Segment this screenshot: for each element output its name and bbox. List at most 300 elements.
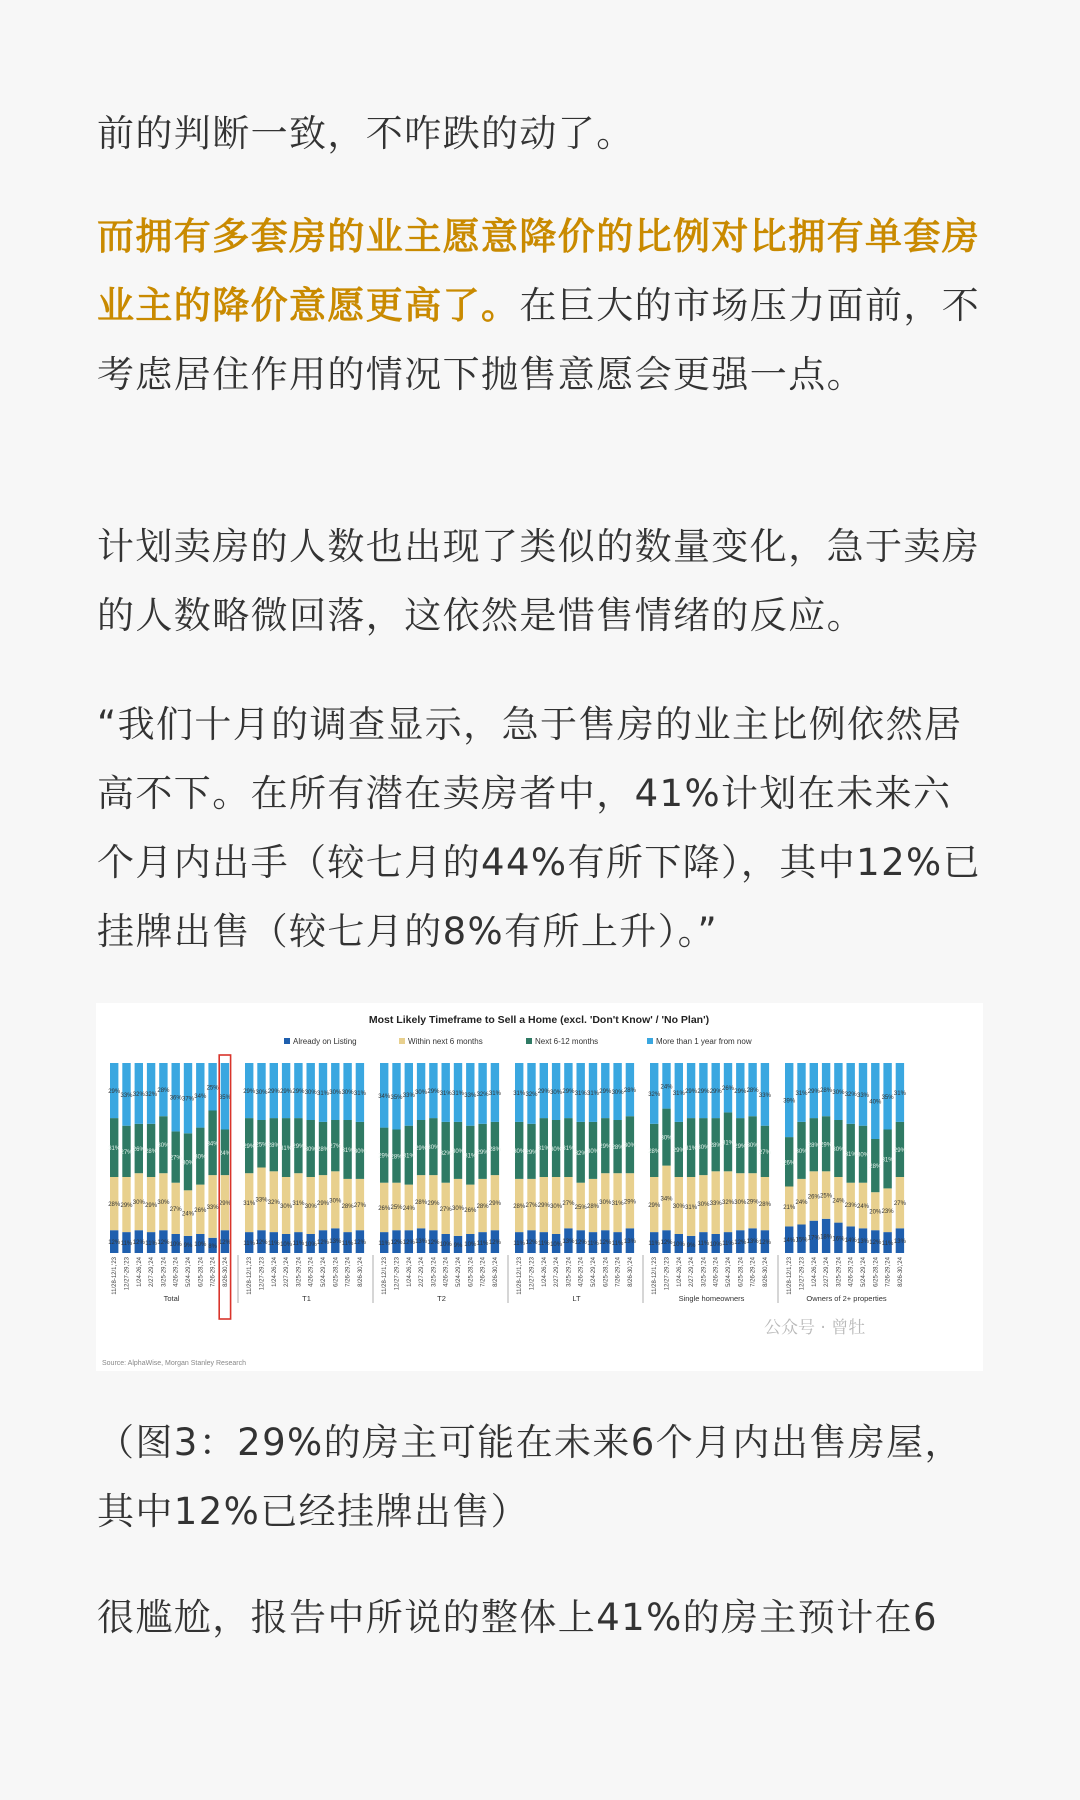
- bar-value-label: 11%: [538, 1241, 550, 1248]
- tick-label: 5/24-29,'24: [456, 1257, 462, 1287]
- bar-value-label: 33%: [709, 1201, 722, 1208]
- bar-value-label: 34%: [660, 1196, 673, 1203]
- bar-value-label: 31%: [439, 1090, 452, 1097]
- tick-label: 11/28-12/1,'23: [247, 1257, 254, 1295]
- tick-label: 8/26-30,'24: [897, 1257, 904, 1287]
- tick-label: 8/26-30,'24: [627, 1257, 634, 1287]
- bar-value-label: 30%: [550, 1204, 563, 1210]
- bar-value-label: 27%: [120, 1149, 133, 1156]
- group-label: Total: [163, 1294, 180, 1303]
- tick-label: 1/24-26,'24: [541, 1257, 548, 1287]
- bar-value-label: 31%: [488, 1090, 501, 1097]
- bar-value-label: 27%: [758, 1149, 771, 1156]
- group-label: LT: [572, 1294, 581, 1303]
- tick-label: 11/28-12/1,'23: [382, 1257, 389, 1295]
- bar-value-label: 27%: [329, 1144, 342, 1151]
- bar-value-label: 30%: [795, 1148, 808, 1155]
- bar-value-label: 12%: [734, 1240, 747, 1247]
- bar-value-label: 28%: [869, 1164, 882, 1171]
- tick-label: 7/26-29,'24: [615, 1257, 622, 1287]
- bar-value-label: 14%: [844, 1238, 857, 1245]
- bar-value-label: 31%: [316, 1090, 330, 1097]
- bar-value-label: 28%: [586, 1204, 600, 1210]
- bar-value-label: 29%: [378, 1153, 391, 1160]
- bar-value-label: 30%: [451, 1205, 465, 1212]
- bar-value-label: 11%: [145, 1241, 157, 1248]
- bar-value-label: 10%: [194, 1242, 207, 1248]
- bar-value-label: 29%: [623, 1199, 636, 1206]
- bar-value-label: 24%: [218, 1150, 231, 1157]
- bar-value-label: 29%: [243, 1144, 256, 1151]
- tick-label: 6/25-28,'24: [333, 1257, 340, 1287]
- bar-value-label: 29%: [292, 1144, 305, 1151]
- bar-value-label: 27%: [353, 1203, 366, 1210]
- bar-value-label: 26%: [807, 1194, 820, 1201]
- bar-value-label: 28%: [145, 1148, 158, 1155]
- bar-value-label: 26%: [783, 1160, 796, 1167]
- watermark-text: 公众号 · 曾牡: [764, 1318, 866, 1338]
- bar-value-label: 29%: [648, 1203, 661, 1210]
- bar-value-label: 31%: [464, 1153, 477, 1160]
- bar-value-label: 29%: [537, 1203, 550, 1210]
- bar-value-label: 10%: [169, 1242, 182, 1248]
- bar-value-label: 28%: [709, 1143, 722, 1150]
- bar-value-label: 30%: [611, 1090, 624, 1096]
- paragraph-1: 前的判断一致，不咋跌的动了。: [97, 112, 635, 155]
- bar-value-label: 31%: [341, 1147, 354, 1154]
- bar-value-label: 29%: [476, 1149, 489, 1156]
- bar-value-label: 9%: [183, 1242, 193, 1249]
- bar-value-label: 10%: [464, 1242, 477, 1248]
- bar-value-label: 15%: [795, 1237, 808, 1244]
- tick-label: 7/26-29,'24: [480, 1257, 487, 1287]
- bar-value-label: 32%: [721, 1200, 735, 1207]
- bar-value-label: 8%: [208, 1243, 217, 1250]
- tick-label: 2/27-29,'24: [689, 1257, 696, 1287]
- bar-value-label: 29%: [562, 1089, 575, 1096]
- bar-value-label: 12%: [758, 1240, 771, 1247]
- bar-value-label: 26%: [378, 1205, 391, 1212]
- bar-value-label: 10%: [439, 1242, 452, 1248]
- legend-swatch: [647, 1038, 653, 1044]
- bar-value-label: 33%: [120, 1092, 133, 1099]
- tick-label: 6/25-28,'24: [198, 1257, 205, 1287]
- bar-value-label: 33%: [856, 1092, 870, 1099]
- bar-value-label: 30%: [304, 1090, 317, 1096]
- bar-value-label: 29%: [415, 1146, 428, 1153]
- bar-value-label: 29%: [697, 1089, 710, 1096]
- bar-value-label: 30%: [353, 1148, 366, 1155]
- bar-value-label: 31%: [353, 1090, 366, 1097]
- paragraph-2-rest: 在巨大的市场压力面前，不考虑居住作用的情况下抛售意愿会更强一点。: [97, 284, 981, 396]
- bar-value-label: 30%: [697, 1202, 710, 1209]
- tick-label: 5/24-29,'24: [321, 1257, 327, 1287]
- bar-value-label: 35%: [881, 1094, 894, 1101]
- bar-value-label: 13%: [746, 1239, 759, 1246]
- bar-value-label: 13%: [415, 1239, 428, 1246]
- tick-label: 1/24-26,'24: [136, 1257, 143, 1287]
- bar-value-label: 30%: [157, 1143, 170, 1150]
- bar-value-label: 31%: [586, 1090, 600, 1097]
- bar-value-label: 11%: [292, 1241, 305, 1248]
- paragraph-3: 计划卖房的人数也出现了类似的数量变化，急于卖房的人数略微回落，这依然是惜售情绪的反应。: [97, 525, 981, 637]
- bar-value-label: 16%: [832, 1236, 845, 1243]
- bar-value-label: 12%: [599, 1240, 612, 1247]
- bar-value-label: 28%: [807, 1143, 820, 1150]
- tick-label: 12/27-29,'23: [394, 1257, 401, 1291]
- tick-label: 3/25-29,'24: [296, 1257, 303, 1287]
- bar-value-label: 12%: [390, 1240, 403, 1247]
- bar-value-label: 30%: [157, 1200, 170, 1207]
- bar-value-label: 10%: [709, 1242, 722, 1248]
- bar-value-label: 28%: [758, 1202, 771, 1209]
- tick-label: 3/25-29,'24: [836, 1257, 843, 1287]
- tick-label: 4/26-29,'24: [848, 1257, 855, 1287]
- tick-label: 11/28-12/1,'23: [112, 1257, 119, 1295]
- bar-value-label: 11%: [268, 1241, 280, 1248]
- bar-value-label: 28%: [648, 1148, 661, 1155]
- chart-source: Source: AlphaWise, Morgan Stanley Research: [102, 1360, 246, 1367]
- bar-value-label: 28%: [623, 1088, 636, 1095]
- bar-value-label: 31%: [402, 1153, 415, 1160]
- bar-value-label: 33%: [206, 1204, 219, 1211]
- bar-value-label: 29%: [746, 1199, 759, 1206]
- bar-value-label: 29%: [427, 1089, 440, 1096]
- bar-value-label: 12%: [353, 1240, 366, 1247]
- bar-value-label: 17%: [807, 1235, 820, 1242]
- bar-value-label: 30%: [341, 1090, 354, 1096]
- bar-value-label: 32%: [132, 1091, 145, 1098]
- bar-value-label: 13%: [856, 1239, 870, 1246]
- bar-value-label: 23%: [881, 1208, 894, 1215]
- tick-label: 1/24-26,'24: [406, 1257, 413, 1287]
- tick-label: 4/26-29,'24: [173, 1257, 180, 1287]
- tick-label: 11/28-12/1,'23: [517, 1257, 524, 1295]
- bar-value-label: 11%: [513, 1241, 525, 1248]
- bar-value-label: 31%: [893, 1090, 906, 1097]
- bar-value-label: 31%: [795, 1090, 808, 1097]
- figure-caption: （图3：29%的房主可能在未来6个月内出售房屋，其中12%已经挂牌出售）: [97, 1421, 963, 1533]
- chart-legend: [284, 1037, 752, 1046]
- bar-value-label: 27%: [439, 1206, 452, 1213]
- bar-value-label: 13%: [893, 1239, 906, 1246]
- bar-value-label: 28%: [476, 1204, 489, 1210]
- bar-value-label: 31%: [292, 1201, 305, 1208]
- bar-value-label: 26%: [194, 1207, 207, 1214]
- legend-label: Next 6-12 months: [535, 1037, 599, 1046]
- bar-value-label: 28%: [820, 1088, 833, 1095]
- bar-value-label: 32%: [648, 1091, 661, 1098]
- tick-label: 1/24-26,'24: [676, 1257, 683, 1287]
- tick-label: 5/24-29,'24: [726, 1257, 732, 1287]
- bar-value-label: 39%: [783, 1098, 796, 1105]
- legend-label: Within next 6 months: [408, 1037, 483, 1046]
- bar-value-label: 31%: [537, 1146, 550, 1153]
- bar-value-label: 30%: [132, 1200, 145, 1207]
- bar-value-label: 29%: [145, 1203, 158, 1210]
- bar-value-label: 30%: [194, 1154, 207, 1161]
- paragraph-5: 很尴尬，报告中所说的整体上41%的房主预计在6: [97, 1596, 938, 1639]
- bar-value-label: 29%: [599, 1089, 612, 1096]
- bar-value-label: 31%: [672, 1090, 685, 1097]
- bar-value-label: 29%: [893, 1147, 906, 1154]
- paragraph-2: [97, 202, 983, 409]
- bar-value-label: 30%: [427, 1145, 440, 1152]
- bar-value-label: 30%: [660, 1135, 673, 1142]
- bar-value-label: 11%: [881, 1241, 894, 1248]
- bar-value-label: 31%: [721, 1140, 735, 1147]
- tick-label: 7/26-29,'24: [345, 1257, 352, 1287]
- bar-value-label: 33%: [758, 1092, 771, 1099]
- bar-value-label: 11%: [378, 1241, 390, 1248]
- group-label: T2: [437, 1294, 446, 1303]
- bar-value-label: 11%: [648, 1241, 660, 1248]
- bar-value-label: 12%: [488, 1240, 501, 1247]
- tick-label: 2/27-29,'24: [149, 1257, 156, 1287]
- bar-value-label: 29%: [280, 1089, 293, 1096]
- tick-label: 8/26-30,'24: [222, 1257, 229, 1287]
- legend-swatch: [526, 1038, 532, 1044]
- bar-value-label: 29%: [525, 1149, 538, 1156]
- bar-value-label: 12%: [157, 1240, 170, 1247]
- legend-swatch: [399, 1038, 405, 1044]
- tick-label: 2/27-29,'24: [419, 1257, 426, 1287]
- bar-value-label: 24%: [832, 1198, 845, 1205]
- bar-value-label: 32%: [476, 1091, 489, 1098]
- bar-value-label: 37%: [181, 1096, 195, 1103]
- tick-label: 4/26-29,'24: [578, 1257, 585, 1287]
- bar-value-label: 25%: [574, 1204, 587, 1211]
- bar-value-label: 29%: [734, 1089, 747, 1096]
- tick-label: 4/26-29,'24: [443, 1257, 450, 1287]
- bar-value-label: 29%: [316, 1201, 330, 1208]
- bar-value-label: 28%: [341, 1204, 354, 1210]
- bar-value-label: 28%: [415, 1200, 428, 1207]
- bar-value-label: 30%: [586, 1148, 600, 1155]
- bar-value-label: 30%: [181, 1160, 195, 1167]
- bar-value-label: 29%: [120, 1203, 133, 1210]
- tick-label: 6/25-28,'24: [873, 1257, 880, 1287]
- bar-value-label: 30%: [550, 1090, 563, 1096]
- bar-value-label: 30%: [329, 1090, 342, 1096]
- bar-value-label: 31%: [243, 1201, 256, 1208]
- bar-value-label: 13%: [562, 1239, 575, 1246]
- bar-value-label: 32%: [844, 1091, 857, 1098]
- bar-value-label: 31%: [451, 1090, 465, 1097]
- bar-value-label: 10%: [280, 1242, 293, 1248]
- stacked-bar-chart: [96, 1003, 983, 1371]
- bar-value-label: 13%: [329, 1239, 342, 1246]
- bar-value-label: 26%: [464, 1207, 477, 1214]
- bar-value-label: 11%: [341, 1241, 354, 1248]
- bar-value-label: 21%: [783, 1204, 796, 1211]
- tick-label: 7/26-29,'24: [885, 1257, 892, 1287]
- bar-value-label: 30%: [304, 1147, 317, 1153]
- tick-label: 2/27-29,'24: [554, 1257, 561, 1287]
- bar-value-label: 30%: [304, 1204, 317, 1210]
- bar-value-label: 14%: [783, 1238, 796, 1245]
- tick-label: 4/26-29,'24: [308, 1257, 315, 1287]
- bar-value-label: 11%: [120, 1241, 133, 1248]
- tick-label: 3/25-29,'24: [566, 1257, 573, 1287]
- bar-value-label: 30%: [746, 1143, 759, 1150]
- bar-value-label: 30%: [513, 1148, 526, 1155]
- bar-value-label: 28%: [611, 1145, 624, 1152]
- bar-value-label: 12%: [660, 1240, 673, 1247]
- bar-value-label: 29%: [734, 1144, 747, 1151]
- legend-label: Already on Listing: [293, 1037, 357, 1046]
- tick-label: 8/26-30,'24: [357, 1257, 364, 1287]
- bar-value-label: 29%: [108, 1089, 121, 1096]
- bar-value-label: 32%: [525, 1091, 538, 1098]
- legend-label: More than 1 year from now: [656, 1037, 752, 1046]
- bar-value-label: 40%: [869, 1099, 882, 1106]
- bar-value-label: 27%: [893, 1201, 906, 1208]
- tick-label: 3/25-29,'24: [701, 1257, 708, 1287]
- bar-value-label: 30%: [672, 1204, 685, 1210]
- bar-value-label: 31%: [108, 1146, 121, 1153]
- tick-label: 12/27-29,'23: [124, 1257, 131, 1291]
- bar-value-label: 25%: [255, 1142, 268, 1149]
- bar-value-label: 24%: [856, 1204, 870, 1210]
- bar-value-label: 25%: [820, 1193, 833, 1200]
- bar-value-label: 11%: [611, 1241, 624, 1248]
- bar-value-label: 27%: [169, 1155, 182, 1162]
- bar-value-label: 31%: [574, 1090, 587, 1097]
- bar-value-label: 11%: [587, 1241, 599, 1248]
- bar-value-label: 28%: [488, 1147, 501, 1153]
- bar-value-label: 28%: [513, 1204, 526, 1210]
- bar-value-label: 29%: [267, 1089, 280, 1096]
- bar-value-label: 32%: [574, 1150, 587, 1157]
- bar-value-label: 23%: [844, 1203, 857, 1210]
- bar-value-label: 34%: [378, 1093, 391, 1100]
- tick-label: 5/24-29,'24: [186, 1257, 192, 1287]
- bar-value-label: 31%: [844, 1151, 857, 1158]
- tick-label: 12/27-29,'23: [259, 1257, 266, 1291]
- group-label: Owners of 2+ properties: [806, 1294, 887, 1303]
- bar-value-label: 32%: [439, 1150, 452, 1157]
- bar-value-label: 35%: [390, 1094, 403, 1101]
- bar-value-label: 20%: [869, 1209, 882, 1216]
- bar-value-label: 26%: [721, 1086, 735, 1093]
- bar-value-label: 33%: [464, 1092, 477, 1099]
- bar-value-label: 27%: [169, 1206, 182, 1213]
- quote-paragraph: “我们十月的调查显示，急于售房的业主比例依然居高不下。在所有潜在卖房者中，41%计划在未来六个月内出手（较七月的44%有所下降），其中12%已挂牌出售（较七月的8%有所上升）。”: [97, 703, 981, 953]
- bar-value-label: 12%: [218, 1240, 231, 1247]
- tick-label: 7/26-29,'24: [750, 1257, 757, 1287]
- bar-value-label: 18%: [820, 1234, 833, 1241]
- group-label: Single homeowners: [678, 1294, 745, 1303]
- bar-value-label: 35%: [218, 1094, 231, 1101]
- bar-value-label: 12%: [574, 1240, 587, 1247]
- bar-value-label: 10%: [672, 1242, 685, 1248]
- bar-value-label: 26%: [132, 1147, 145, 1153]
- bar-value-label: 36%: [169, 1095, 182, 1102]
- bar-value-label: 30%: [697, 1145, 710, 1152]
- bar-value-label: 28%: [108, 1202, 121, 1209]
- highlight-text: 而拥有多套房的业主愿意降价的比例对比拥有单套房业主的降价意愿更高了。: [97, 215, 981, 327]
- bar-value-label: 25%: [390, 1204, 403, 1211]
- bar-value-label: 31%: [513, 1090, 526, 1097]
- bar-value-label: 29%: [820, 1142, 833, 1149]
- bar-value-label: 25%: [206, 1085, 219, 1092]
- bar-value-label: 34%: [194, 1093, 207, 1100]
- bar-value-label: 29%: [807, 1089, 820, 1096]
- bar-value-label: 34%: [206, 1141, 219, 1148]
- bar-value-label: 33%: [255, 1197, 268, 1204]
- bar-value-label: 10%: [550, 1242, 563, 1248]
- tick-label: 12/27-29,'23: [529, 1257, 536, 1291]
- bar-value-label: 30%: [623, 1143, 636, 1150]
- bar-value-label: 12%: [402, 1240, 415, 1247]
- bar-value-label: 32%: [267, 1200, 280, 1207]
- bar-value-label: 31%: [280, 1146, 293, 1153]
- bar-value-label: 29%: [243, 1089, 256, 1096]
- bar-value-label: 29%: [427, 1201, 440, 1208]
- tick-label: 2/27-29,'24: [824, 1257, 831, 1287]
- bar-value-label: 13%: [623, 1239, 636, 1246]
- bar-value-label: 30%: [255, 1090, 268, 1096]
- bar-value-label: 29%: [218, 1201, 231, 1208]
- bar-value-label: 29%: [599, 1144, 612, 1151]
- tick-label: 7/26-29,'24: [210, 1257, 217, 1287]
- bar-value-label: 30%: [856, 1152, 870, 1159]
- bar-value-label: 29%: [672, 1147, 685, 1154]
- bar-value-label: 11%: [697, 1241, 710, 1248]
- chart-figure[interactable]: [96, 1003, 983, 1371]
- tick-label: 3/25-29,'24: [161, 1257, 168, 1287]
- tick-label: 11/28-12/1,'23: [787, 1257, 794, 1295]
- bar-value-label: 30%: [832, 1147, 845, 1153]
- bar-value-label: 12%: [255, 1240, 268, 1247]
- bar-value-label: 30%: [329, 1198, 342, 1205]
- bar-value-label: 31%: [881, 1157, 894, 1164]
- tick-label: 1/24-26,'24: [271, 1257, 278, 1287]
- bar-value-label: 29%: [537, 1089, 550, 1096]
- bar-value-label: 29%: [292, 1089, 305, 1096]
- bar-value-label: 11%: [476, 1241, 489, 1248]
- bar-value-label: 31%: [562, 1146, 575, 1153]
- tick-label: 3/25-29,'24: [431, 1257, 438, 1287]
- bar-value-label: 11%: [722, 1241, 734, 1248]
- bar-value-label: 9%: [686, 1242, 696, 1249]
- bar-value-label: 29%: [488, 1201, 501, 1208]
- tick-label: 12/27-29,'23: [664, 1257, 671, 1291]
- bar-value-label: 27%: [525, 1203, 538, 1210]
- bar-value-label: 28%: [157, 1088, 170, 1095]
- bar-value-label: 12%: [427, 1240, 440, 1247]
- bar-value-label: 30%: [734, 1200, 747, 1207]
- bar-value-label: 30%: [280, 1204, 293, 1210]
- bar-value-label: 28%: [316, 1147, 330, 1153]
- chart-title: Most Likely Timeframe to Sell a Home (excl. 'Don't Know' / 'No Plan'): [368, 1014, 710, 1026]
- bar-value-label: 31%: [685, 1146, 698, 1153]
- bar-value-label: 28%: [746, 1088, 759, 1095]
- tick-label: 2/27-29,'24: [284, 1257, 291, 1287]
- bar-value-label: 12%: [108, 1240, 121, 1247]
- bar-value-label: 9%: [453, 1242, 463, 1249]
- bar-value-label: 24%: [402, 1205, 415, 1212]
- tick-label: 11/28-12/1,'23: [652, 1257, 659, 1295]
- tick-label: 6/25-28,'24: [603, 1257, 610, 1287]
- bar-value-label: 30%: [415, 1090, 428, 1096]
- bar-value-label: 12%: [869, 1240, 882, 1247]
- bar-value-label: 30%: [832, 1090, 845, 1096]
- bar-value-label: 12%: [525, 1240, 538, 1247]
- bar-value-label: 24%: [181, 1211, 195, 1218]
- tick-label: 5/24-29,'24: [861, 1257, 867, 1287]
